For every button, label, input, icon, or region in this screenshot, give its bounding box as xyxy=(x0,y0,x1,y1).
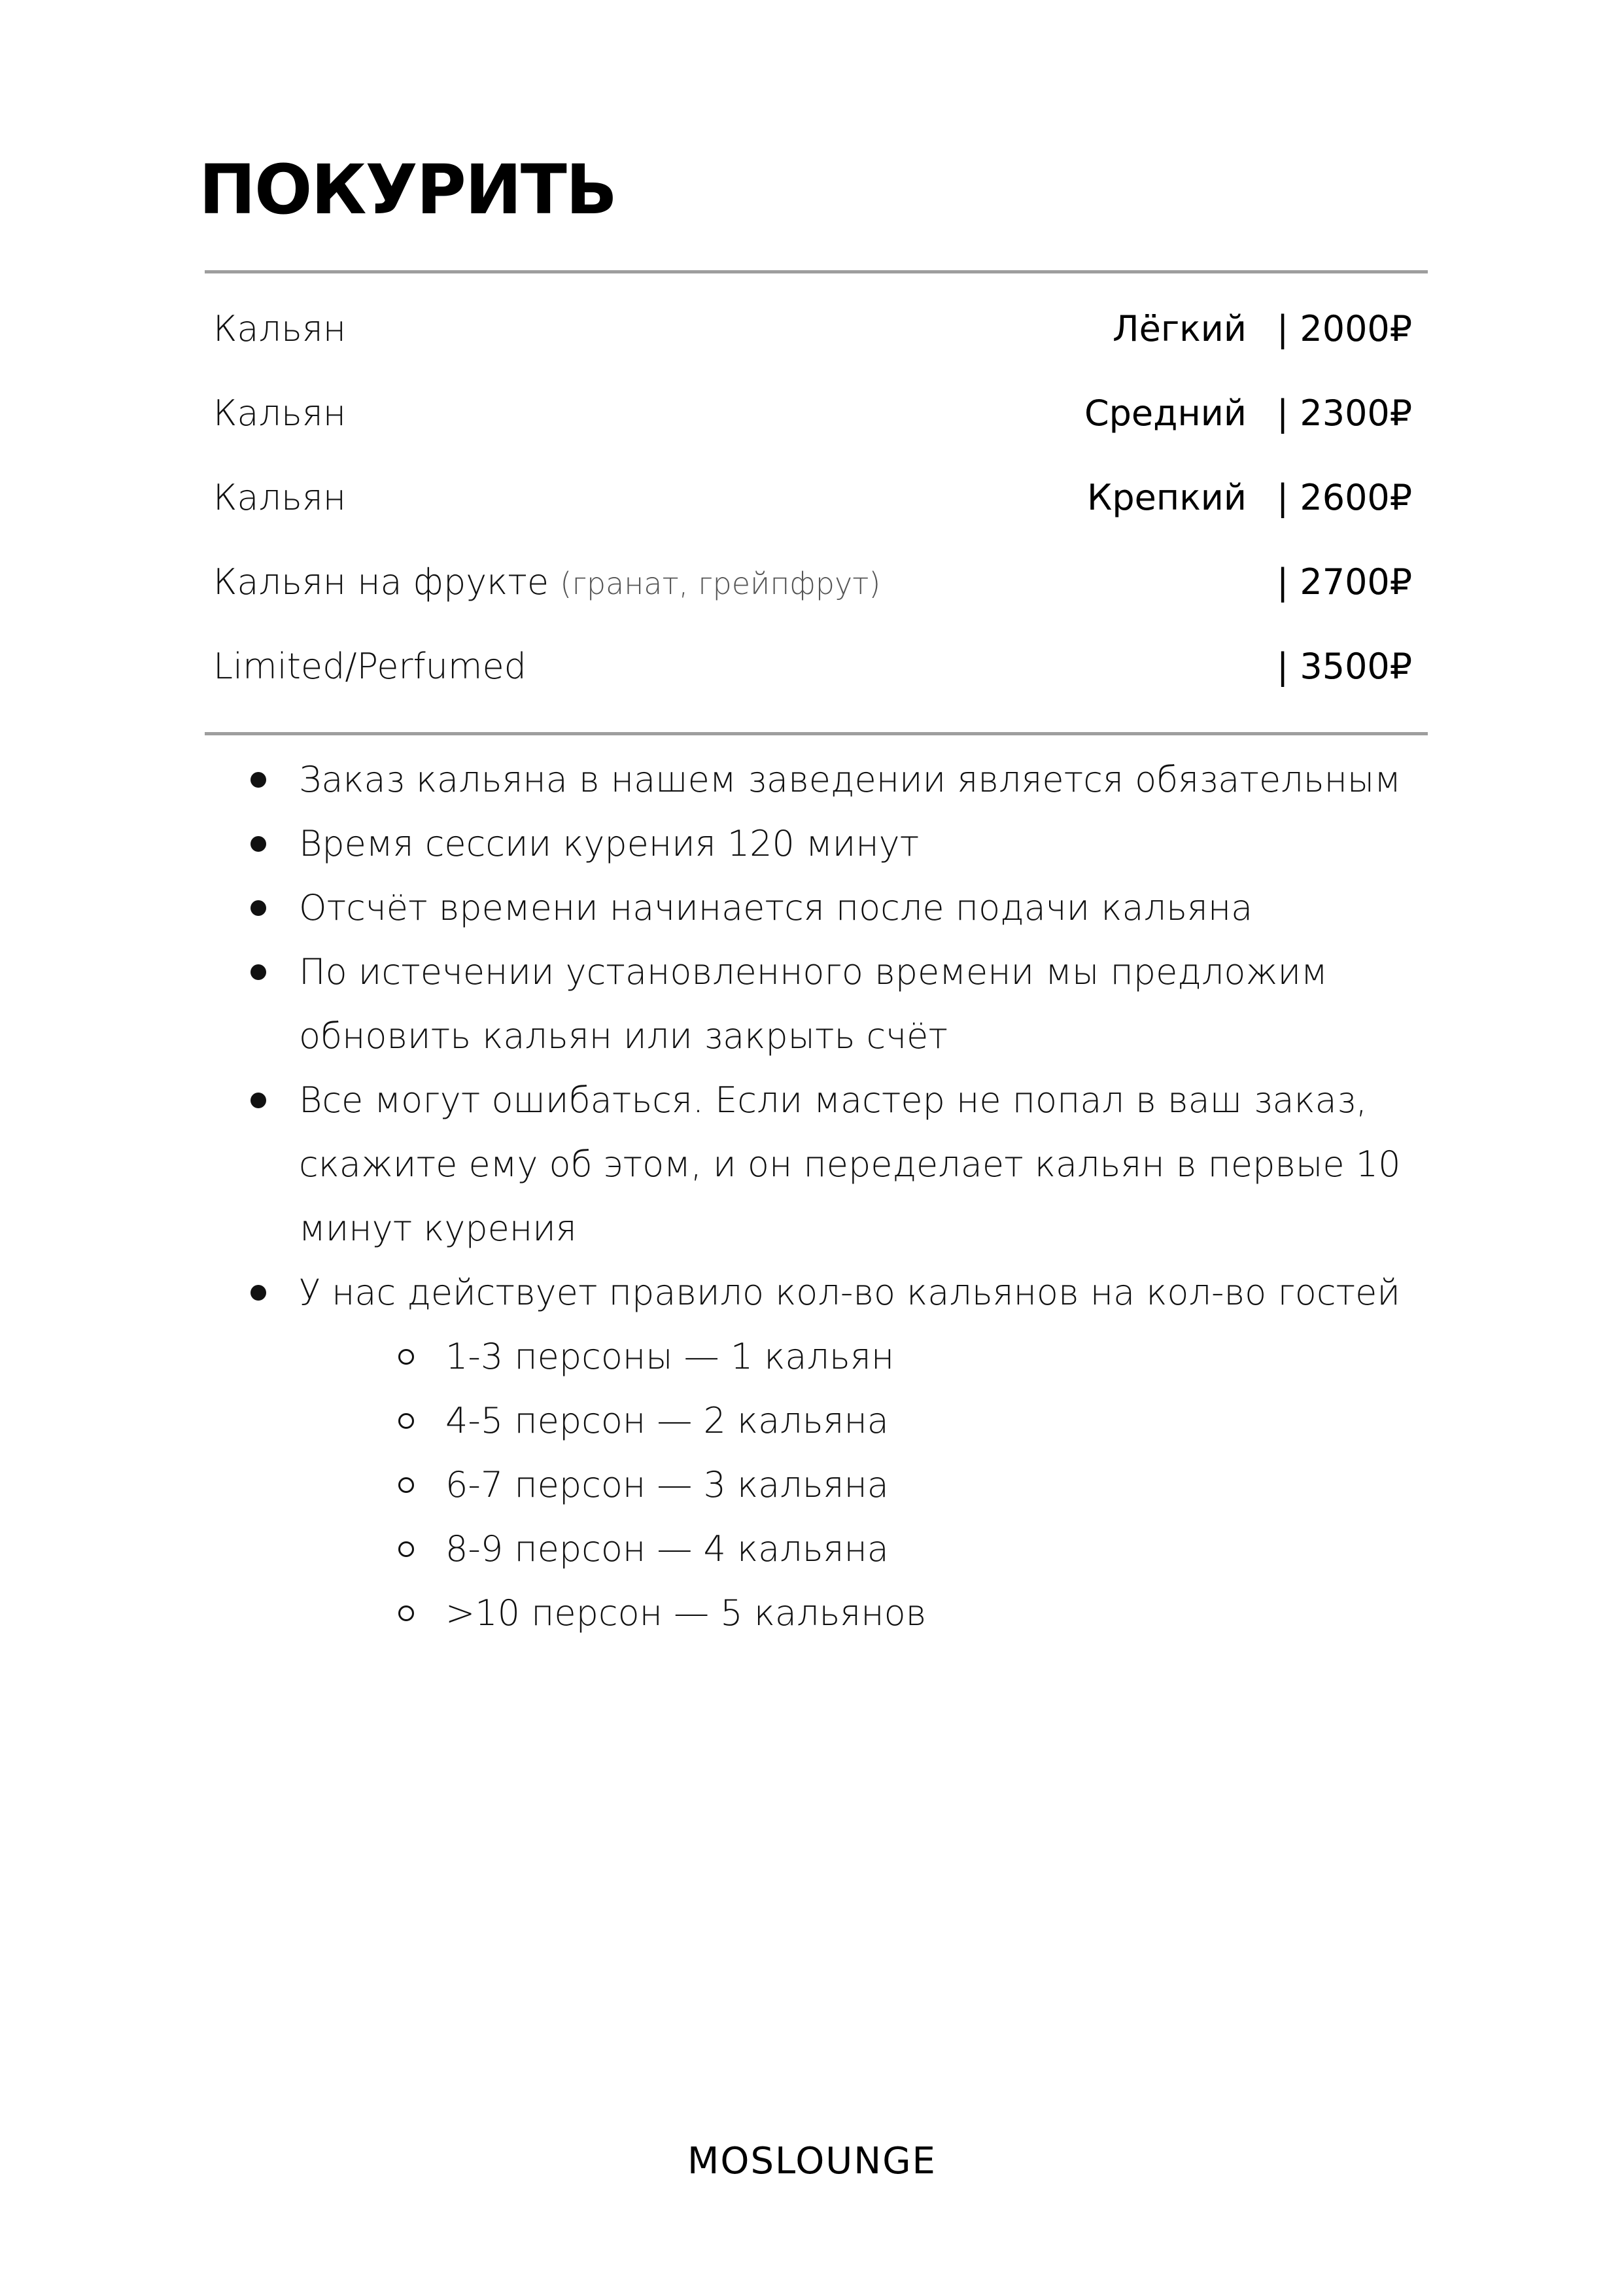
item-name: Кальян xyxy=(213,308,347,349)
page-title: ПОКУРИТЬ xyxy=(199,150,617,230)
item-name-with-note xyxy=(213,553,880,613)
bullet-icon xyxy=(251,772,266,788)
footer-brand: MOSLOUNGE xyxy=(687,2140,937,2182)
rule-item xyxy=(251,748,1434,812)
circle-bullet-icon xyxy=(398,1541,414,1557)
item-strength: Лёгкий xyxy=(1112,308,1247,349)
guest-rule-text: 4-5 персон — 2 кальяна xyxy=(445,1400,889,1441)
rules-list xyxy=(251,748,1434,1645)
guest-rule-item xyxy=(299,1325,1434,1389)
guest-rule-item xyxy=(299,1581,1434,1645)
item-price: | 2000₽ xyxy=(1277,308,1413,349)
item-name-text: Кальян на фрукте xyxy=(213,561,561,603)
guest-rule-text: 1-3 персоны — 1 кальян xyxy=(445,1336,895,1377)
bullet-icon xyxy=(251,900,266,916)
rule-item xyxy=(251,1261,1434,1645)
item-name: Limited/Perfumed xyxy=(213,646,527,687)
guest-rule-item xyxy=(299,1389,1434,1453)
guest-rule-text: 8-9 персон — 4 кальяна xyxy=(445,1528,889,1569)
rule-text: Время сессии курения 120 минут xyxy=(299,823,920,864)
circle-bullet-icon xyxy=(398,1413,414,1429)
circle-bullet-icon xyxy=(398,1349,414,1365)
rule-text: Заказ кальяна в нашем заведении является обязательным xyxy=(299,759,1401,800)
bullet-icon xyxy=(251,964,266,980)
price-row-fruit xyxy=(213,553,1421,612)
guest-rule-item xyxy=(299,1517,1434,1581)
item-name: Кальян xyxy=(213,393,347,434)
bullet-icon xyxy=(251,836,266,852)
item-strength: Средний xyxy=(1084,393,1247,434)
guest-rule-text: 6-7 персон — 3 кальяна xyxy=(445,1464,889,1505)
guest-rule-text: >10 персон — 5 кальянов xyxy=(445,1592,927,1634)
rule-item xyxy=(251,812,1434,876)
top-divider xyxy=(205,270,1428,273)
bottom-divider xyxy=(205,732,1428,735)
rule-item xyxy=(251,1068,1434,1261)
bullet-icon xyxy=(251,1285,266,1301)
item-price: | 2300₽ xyxy=(1277,393,1413,434)
guest-rules-list xyxy=(299,1325,1434,1645)
price-row-light xyxy=(213,300,1421,359)
guest-rule-item xyxy=(299,1453,1434,1517)
bullet-icon xyxy=(251,1093,266,1108)
rule-text: По истечении установленного времени мы предложим обновить кальян или закрыть счёт xyxy=(299,951,1328,1057)
rule-text: Отсчёт времени начинается после подачи кальяна xyxy=(299,887,1253,928)
item-note: (гранат, грейпфрут) xyxy=(560,566,881,601)
rule-text: Все могут ошибаться. Если мастер не попал в ваш заказ, скажите ему об этом, и он переделает кальян в первые 10 минут курения xyxy=(299,1079,1401,1249)
circle-bullet-icon xyxy=(398,1605,414,1621)
item-strength: Крепкий xyxy=(1087,477,1247,518)
rule-item xyxy=(251,940,1434,1068)
rule-text: У нас действует правило кол-во кальянов на кол-во гостей xyxy=(299,1272,1400,1313)
price-row-limited xyxy=(213,637,1421,696)
circle-bullet-icon xyxy=(398,1477,414,1493)
item-name: Кальян xyxy=(213,477,347,518)
price-row-medium xyxy=(213,384,1421,443)
rule-item xyxy=(251,876,1434,940)
item-price: | 2700₽ xyxy=(1277,561,1413,603)
item-price: | 2600₽ xyxy=(1277,477,1413,518)
price-row-strong xyxy=(213,468,1421,527)
item-price: | 3500₽ xyxy=(1277,646,1413,687)
